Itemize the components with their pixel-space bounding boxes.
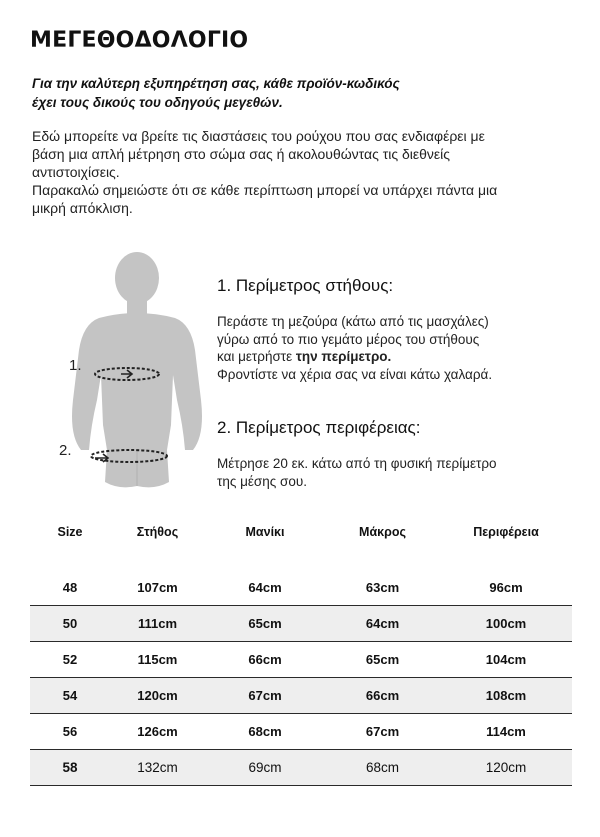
cell-sleeve: 69cm xyxy=(205,750,325,786)
figure-label-1: 1. xyxy=(69,357,82,374)
cell-sleeve: 64cm xyxy=(205,570,325,606)
page-title: ΜΕΓΕΘΟΔΟΛΟΓΙΟ xyxy=(30,28,249,53)
intro-line: βάση μια απλή μέτρηση στο σώμα σας ή ακολουθώντας τις διεθνείς xyxy=(32,146,451,162)
cell-hip: 120cm xyxy=(440,750,572,786)
intro-bold-text xyxy=(32,74,552,112)
table-row xyxy=(30,570,572,606)
cell-chest: 107cm xyxy=(110,570,205,606)
cell-length: 68cm xyxy=(325,750,440,786)
cell-size: 52 xyxy=(30,642,110,678)
table-header-row xyxy=(30,512,572,552)
intro-paragraph xyxy=(32,127,562,217)
cell-hip: 108cm xyxy=(440,678,572,714)
table-row xyxy=(30,750,572,786)
cell-size: 56 xyxy=(30,714,110,750)
body-measurement-figure xyxy=(55,250,205,500)
chest-measure-line xyxy=(217,348,577,366)
cell-chest: 115cm xyxy=(110,642,205,678)
table-row xyxy=(30,606,572,642)
hip-measure-text xyxy=(217,455,577,490)
cell-hip: 96cm xyxy=(440,570,572,606)
intro-line: Παρακαλώ σημειώστε ότι σε κάθε περίπτωση μπορεί να υπάρχει πάντα μια xyxy=(32,182,498,198)
figure-head xyxy=(115,252,159,304)
header-size: Size xyxy=(57,525,83,539)
chest-measure-line: γύρω από το πιο γεμάτο μέρος του στήθους xyxy=(217,331,480,347)
intro-bold-line: έχει τους δικούς του οδηγούς μεγεθών. xyxy=(32,95,283,110)
header-length: Μάκρος xyxy=(359,525,406,539)
header-hip: Περιφέρεια xyxy=(473,525,539,539)
cell-size: 48 xyxy=(30,570,110,606)
chest-measure-title: 1. Περίμετρος στήθους: xyxy=(217,276,394,295)
cell-length: 67cm xyxy=(325,714,440,750)
cell-hip: 114cm xyxy=(440,714,572,750)
cell-length: 64cm xyxy=(325,606,440,642)
figure-label-2: 2. xyxy=(59,442,72,459)
cell-sleeve: 65cm xyxy=(205,606,325,642)
chest-measure-line: Περάστε τη μεζούρα (κάτω από τις μασχάλες) xyxy=(217,314,489,329)
table-row xyxy=(30,678,572,714)
intro-line: μικρή απόκλιση. xyxy=(32,200,133,216)
table-row xyxy=(30,642,572,678)
hip-measure-title: 2. Περίμετρος περιφέρειας: xyxy=(217,418,421,437)
header-sleeve: Μανίκι xyxy=(245,525,285,539)
cell-chest: 132cm xyxy=(110,750,205,786)
hip-measure-line: της μέσης σου. xyxy=(217,473,307,489)
cell-hip: 104cm xyxy=(440,642,572,678)
chest-measure-text xyxy=(217,313,577,383)
cell-chest: 120cm xyxy=(110,678,205,714)
hip-measure-line: Μέτρησε 20 εκ. κάτω από τη φυσική περίμετρο xyxy=(217,456,497,471)
header-chest: Στήθος xyxy=(136,525,179,539)
cell-chest: 126cm xyxy=(110,714,205,750)
intro-bold-line: Για την καλύτερη εξυπηρέτηση σας, κάθε προϊόν-κωδικός xyxy=(32,76,400,91)
cell-sleeve: 68cm xyxy=(205,714,325,750)
cell-size: 58 xyxy=(30,750,110,786)
cell-chest: 111cm xyxy=(110,606,205,642)
cell-hip: 100cm xyxy=(440,606,572,642)
table-row xyxy=(30,714,572,750)
cell-sleeve: 67cm xyxy=(205,678,325,714)
chest-measure-bold: την περίμετρο. xyxy=(295,349,392,364)
chest-measure-prefix: και μετρήστε xyxy=(217,349,296,364)
cell-sleeve: 66cm xyxy=(205,642,325,678)
intro-line: Εδώ μπορείτε να βρείτε τις διαστάσεις του ρούχου που σας ενδιαφέρει με xyxy=(32,128,485,144)
cell-size: 50 xyxy=(30,606,110,642)
cell-size: 54 xyxy=(30,678,110,714)
cell-length: 66cm xyxy=(325,678,440,714)
chest-measure-line: Φροντίστε να χέρια σας να είναι κάτω χαλαρά. xyxy=(217,366,493,382)
cell-length: 63cm xyxy=(325,570,440,606)
size-chart-table xyxy=(30,512,572,786)
intro-line: αντιστοιχίσεις. xyxy=(32,164,120,180)
cell-length: 65cm xyxy=(325,642,440,678)
